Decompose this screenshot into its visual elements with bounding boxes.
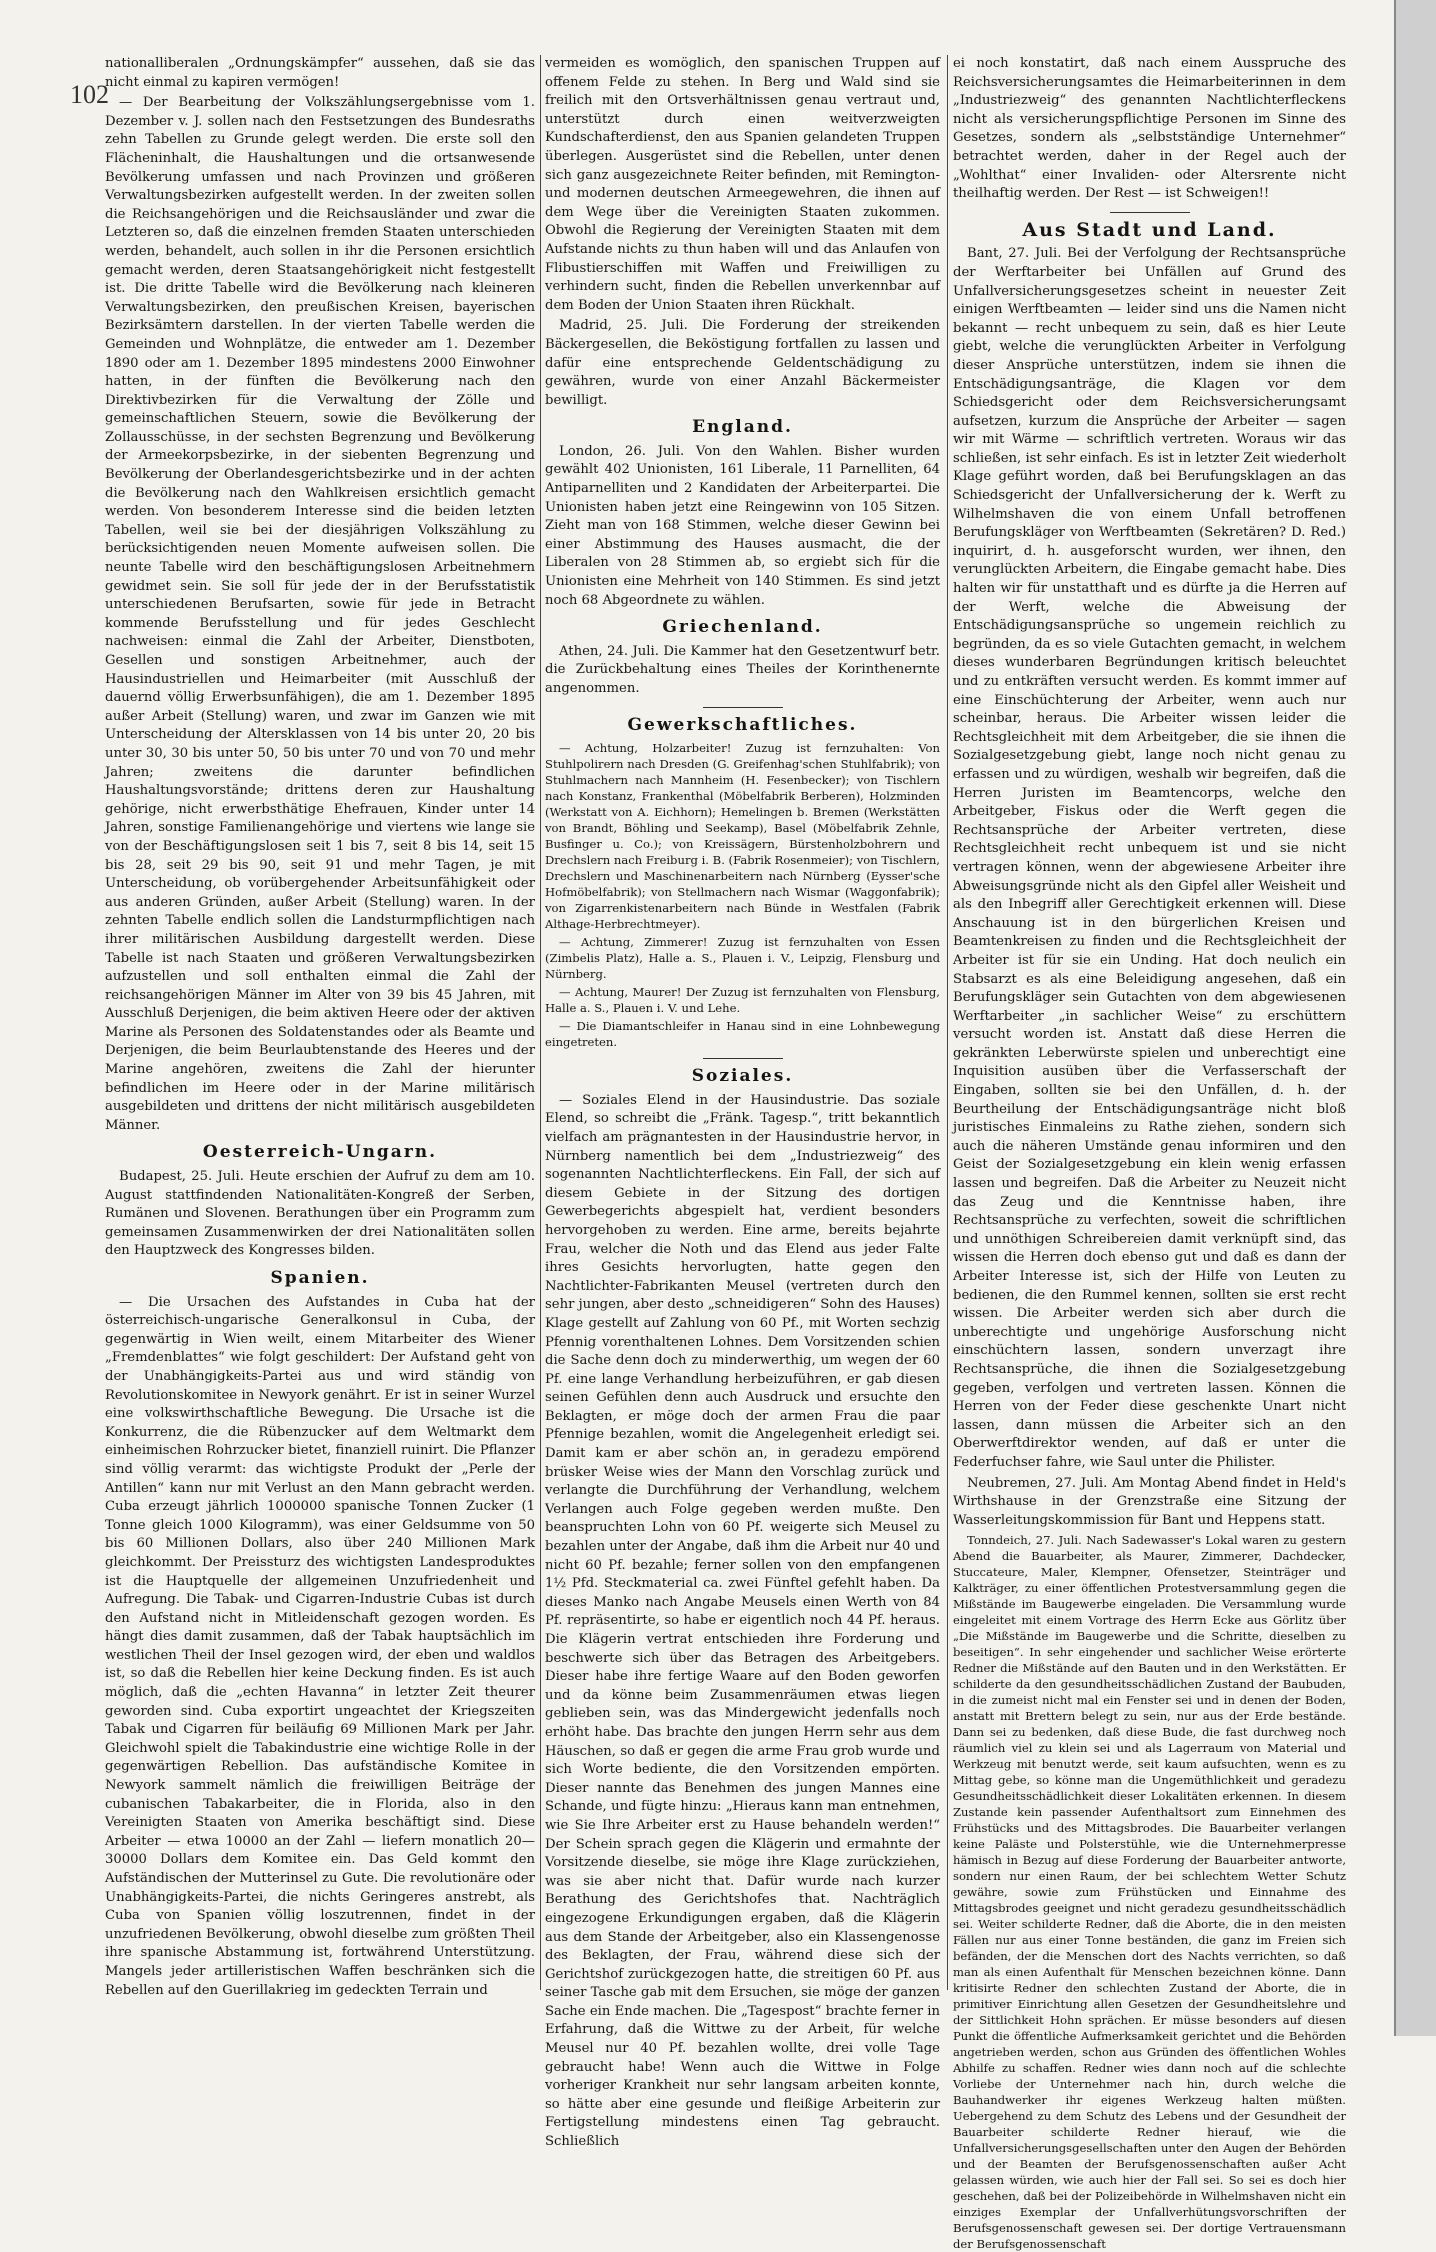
column-3 (953, 55, 1346, 2252)
article-text: Budapest, 25. Juli. Heute erschien der Aufruf zu dem am 10. August stattfindenden Nationalitäten-Kongreß der Serben, Rumänen und Slovenen. Berathungen über ein Programm zum gemeinsamen Zusammenwirken der drei Nationalitäten sollen den Hauptzweck des Kongresses bilden. (105, 1169, 535, 1259)
section-heading-local: Aus Stadt und Land. (1022, 218, 1277, 241)
article-text: nationalliberalen „Ordnungskämpfer“ aussehen, daß sie das nicht einmal zu kapiren vermögen! (105, 56, 535, 90)
column-rule (540, 55, 541, 1990)
divider (1110, 212, 1190, 213)
article-text: ei noch konstatirt, daß nach einem Ausspruche des Reichsversicherungsamtes die Heimarbeiterinnen in dem „Industriezweig“ des genannten Nachtlichterfleckens nicht als versicherungspflichtige Personen im Sinne des Gesetzes, sondern als „selbstständige Unternehmer“ betrachtet werden, daher in der Regel auch der „Wohlthat“ einer Invaliden- oder Altersrente nicht theilhaftig werden. Der Rest — ist Schweigen!! (953, 56, 1346, 202)
article-text: Tonndeich, 27. Juli. Nach Sadewasser's Lokal waren zu gestern Abend die Bauarbeiter, als Maurer, Zimmerer, Dachdecker, Stuccateure, Maler, Klempner, Ofensetzer, Steinträger und Kalkträger, zu einer öffentlichen Protestversammlung gegen die Mißstände im Baugewerbe eingeladen. Die Versammlung wurde eingeleitet mit einem Vortrage des Herrn Ecke aus Görlitz über „Die Mißstände im Baugewerbe und die Schritte, dieselben zu beseitigen“. In sehr eingehender und sachlicher Weise erörterte Redner die Mißstände auf den Bauten und in den Werkstätten. Er schilderte da den gesundheitsschädlichen Zustand der Baubuden, in die zumeist nicht mal ein Fenster sei und in denen der Boden, anstatt mit Brettern belegt zu sein, nur aus der Erde bestände. Dann sei zu bedenken, daß diese Bude, die fast durchweg noch räumlich viel zu klein sei und als Lagerraum von Material und Werkzeug mit benutzt werde, seit kaum aufsuchten, wenn es zu Mittag gebe, so könne man die Ungemüthlichkeit und geradezu Gesundheitsschädlichkeit dieser Lokalitäten erkennen. In diesem Zustande kein passender Aufenthaltsort zum Einnehmen des Frühstücks und des Mittagsbrodes. Die Bauarbeiter verlangen keine Paläste und Polsterstühle, wie die Unternehmerpresse hämisch in Bezug auf diese Forderung der Bauarbeiter antworte, sondern nur einen Raum, der bei schlechtem Wetter Schutz gewähre, sowie zum Frühstücken und Einnahme des Mittagsbrodes geeignet und nicht geradezu gesundheitsschädlich sei. Weiter schilderte Redner, daß die Aborte, die in den meisten Fällen nur aus einer Tonne beständen, die ganz im Freien sich befänden, der die Menschen dort des Nachts verrichten, so daß man als einen Aufenthalt für Menschen bezeichnen könne. Dann kritisirte Redner den schlechten Zustand der Aborte, die in primitiver Einrichtung allen Gesetzen der Gesundheitslehre und der Sittlichkeit Hohn sprächen. Er müsse besonders auf diesen Punkt die öffentliche Aufmerksamkeit gerichtet und die Behörden angetrieben werden, schon aus Gründen des öffentlichen Wohles Abhilfe zu schaffen. Redner wies dann noch auf die schlechte Vorliebe der Unternehmer nach hin, durch welche die Bauhandwerker ihr eigenes Werkzeug halten müßten. Uebergehend zu dem Schutz des Lebens und der Gesundheit der Bauarbeiter schilderte Redner hierauf, wie die Unfallversicherungsgesellschaften unter den Augen der Behörden und der Beamten der Berufsgenossenschaften außer Acht gelassen würden, wie auch hier der Fall sei. So sei es doch hier geschehen, daß bei der Polizeibehörde in Wilhelmshaven nicht ein einziges Exemplar der Unfallverhütungsvorschriften der Berufsgenossenschaft gewesen sei. Der dortige Vertrauensmann der Berufsgenossenschaft (953, 1533, 1346, 2252)
page-number: 102 (70, 80, 109, 109)
column-2 (545, 55, 940, 2150)
article-text: — Die Ursachen des Aufstandes in Cuba hat der österreichisch-ungarische Generalkonsul in Cuba, der gegenwärtig in Wien weilt, einem Mitarbeiter des Wiener „Fremdenblattes“ wie folgt geschildert: Der Aufstand geht von der Unabhängigkeits-Partei aus und wird ständig von Revolutionskomitee in Newyork genährt. Er ist in seiner Wurzel eine volkswirthschaftliche Bewegung. Die Ursache ist die Konkurrenz, die die Rübenzucker auf dem Weltmarkt dem einheimischen Rohrzucker bietet, finanziell ruinirt. Die Pflanzer sind völlig verarmt: das wichtigste Produkt der „Perle der Antillen“ kann nur mit Verlust an den Mann gebracht werden. Cuba erzeugt jährlich 1000000 spanische Tonnen Zucker (1 Tonne gleich 1000 Kilogramm), was einer Geldsumme von 50 bis 60 Millionen Dollars, also über 240 Millionen Mark gleichkommt. Der Preissturz des wichtigsten Landesproduktes ist die Hauptquelle der allgemeinen Unzufriedenheit und Aufregung. Die Tabak- und Cigarren-Industrie Cubas ist durch den Aufstand nicht in Mitleidenschaft gezogen worden. Es hängt dies damit zusammen, daß der Tabak hauptsächlich im westlichen Theil der Insel gezogen wird, der eben und waldlos ist, so daß die Rebellen hier keine Deckung finden. Es ist auch möglich, daß die „echten Havanna“ in letzter Zeit theurer geworden sind. Cuba exportirt ungeachtet der Kriegszeiten Tabak und Cigarren für beiläufig 69 Millionen Mark per Jahr. Gleichwohl spielt die Tabakindustrie eine wichtige Rolle in der gegenwärtigen Rebellion. Das aufständische Komitee in Newyork sammelt nämlich die freiwilligen Beiträge der cubanischen Tabakarbeiter, die in Florida, also in den Vereinigten Staaten von Amerika beschäftigt sind. Diese Arbeiter — etwa 10000 an der Zahl — liefern monatlich 20—30000 Dollars dem Komitee ein. Das Geld kommt den Aufständischen der Mutterinsel zu Gute. Die revolutionäre oder Unabhängigkeits-Partei, die nichts Geringeres anstrebt, als Cuba von Spanien völlig loszutrennen, findet in der unzufriedenen Bevölkerung, obwohl dieselbe zum größten Theil ihre spanische Abstammung ist, fortwährend Unterstützung. Mangels jeder artilleristischen Waffen beschränken sich die Rebellen auf den Guerillakrieg im gedeckten Terrain und (105, 1294, 535, 1998)
article-text: Athen, 24. Juli. Die Kammer hat den Gesetzentwurf betr. die Zurückbehaltung eines Theiles der Korinthenernte angenommen. (545, 643, 940, 696)
section-heading-austria: Oesterreich-Ungarn. (202, 1142, 438, 1163)
section-heading-unions: Gewerkschaftliches. (627, 714, 858, 735)
article-text: vermeiden es womöglich, den spanischen Truppen auf offenem Felde zu stehen. In Berg und Wald sind sie freilich mit den Ortsverhältnissen genau vertraut und, unterstützt durch einen weitverzweigten Kundschafterdienst, den aus Spanien gelandeten Truppen überlegen. Ausgerüstet sind die Rebellen, unter denen sich ganz ausgezeichnete Reiter befinden, mit Remington- und modernen deutschen Armeegewehren, die ihnen auf dem Wege über die Vereinigten Staaten zukommen. Obwohl die Regierung der Vereinigten Staaten mit dem Aufstande nichts zu thun haben will und das Anlaufen von Flibustierschiffen mit Waffen und Freiwilligen zu verhindern sucht, finden die Rebellen unverkennbar auf dem Boden der Union Staaten ihren Rückhalt. (545, 56, 940, 313)
article-text: Neubremen, 27. Juli. Am Montag Abend findet in Held's Wirthshause in der Grenzstraße eine Sitzung der Wasserleitungskommission für Bant und Heppens statt. (953, 1475, 1346, 1528)
column-1 (105, 55, 535, 1998)
section-heading-greece: Griechenland. (662, 617, 823, 638)
article-text: — Der Bearbeitung der Volkszählungsergebnisse vom 1. Dezember v. J. sollen nach den Festsetzungen des Bundesraths zehn Tabellen zu Grunde gelegt werden. Die erste soll den Flächeninhalt, die Haushaltungen und die ortsanwesende Bevölkerung umfassen und nach Provinzen und größeren Verwaltungsbezirken aufgestellt werden. In der zweiten sollen die Reichsangehörigen und die Reichsausländer und zwar die Letzteren so, daß die einzelnen fremden Staaten unterschieden werden, behandelt, auch sollen in ihr die Personen ersichtlich gemacht werden, deren Staatsangehörigkeit nicht festgestellt ist. Die dritte Tabelle wird die Bevölkerung nach kleineren Verwaltungsbezirken, den preußischen Kreisen, bayerischen Bezirksämtern darstellen. In der vierten Tabelle werden die Gemeinden und Wohnplätze, die entweder am 1. Dezember 1890 oder am 1. Dezember 1895 mindestens 2000 Einwohner hatten, in der fünften die Bevölkerung nach den Direktivbezirken für die Verwaltung der Zölle und gemeinschaftlichen Steuern, sowie die Bevölkerung der Zollausschüsse, in der sechsten Begrenzung und Bevölkerung der Armeekorpsbezirke, in der siebenten Begrenzung und Bevölkerung der Oberlandesgerichtsbezirke und in der achten die Bevölkerung nach den Wahlkreisen ersichtlich gemacht werden. Von besonderem Interesse sind die beiden letzten Tabellen, weil sie bei der diesjährigen Volkszählung zu berücksichtigenden neuen Momente aufweisen sollen. Die neunte Tabelle wird den beschäftigungslosen Arbeitnehmern gewidmet sein. Sie soll für jede der in der Berufsstatistik unterschiedenen Berufsarten, sowie für jede in Betracht kommende Berufsstellung und für jedes Geschlecht nachweisen: einmal die Zahl der Arbeiter, Dienstboten, Gesellen und sonstigen Arbeitnehmer, auch der Hausindustriellen und Heimarbeiter (mit Ausschluß der dauernd völlig Erwerbsunfähigen), die am 1. Dezember 1895 außer Arbeit (Stellung) waren, und zwar im Ganzen wie mit Unterscheidung der Altersklassen von 14 bis unter 20, 20 bis unter 30, 30 bis unter 50, 50 bis unter 70 und von 70 und mehr Jahren; zweitens die darunter befindlichen Haushaltungsvorstände; drittens deren zur Haushaltung gehörige, nicht erwerbsthätige Ehefrauen, Kinder unter 14 Jahren, sonstige Familienangehörige und viertens wie lange sie von der Beschäftigungslosen seit 1 bis 7, seit 8 bis 14, seit 15 bis 28, seit 29 bis 90, seit 91 und mehr Tagen, je mit Unterscheidung, ob vorübergehender Arbeitsunfähigkeit oder aus anderen Gründen, außer Arbeit (Stellung) waren. In der zehnten Tabelle endlich sollen die Landsturmpflichtigen nach ihrer militärischen Ausbildung dargestellt werden. Diese Tabelle ist nach Staaten und größeren Verwaltungsbezirken aufzustellen und soll enthalten einmal die Zahl der reichsangehörigen Männer im Alter von 39 bis 45 Jahren, mit Ausschluß Derjenigen, die beim aktiven Heere oder der aktiven Marine als Personen des Soldatenstandes oder als Beamte und Derjenigen, die beim Beurlaubtenstande des Heeres und der Marine angehören, zweitens die Zahl der hierunter befindlichen im Heere oder in der Marine militärisch ausgebildeten und drittens der nicht militärisch ausgebildeten Männer. (105, 95, 535, 1133)
article-text: Bant, 27. Juli. Bei der Verfolgung der Rechtsansprüche der Werftarbeiter bei Unfällen auf Grund des Unfallversicherungsgesetzes scheint in neuester Zeit einigen Werftbeamten — leider sind uns die Namen nicht bekannt — recht unbequem zu sein, daß es hier Leute giebt, welche die verunglückten Arbeiter in Verfolgung dieser Ansprüche unterstützen, indem sie ihnen die Entschädigungsanträge, die Klagen vor dem Schiedsgericht oder dem Reichsversicherungsamt aufsetzen, kurzum die Ansprüche der Arbeiter — sagen wir mit Wärme — schriftlich vertreten. Woraus wir das schließen, ist sehr einfach. Es ist in letzter Zeit wiederholt Klage geführt worden, daß bei Berufungsklagen an das Schiedsgericht der Unfallversicherung der k. Werft zu Wilhelmshaven die von einem Unfall betroffenen Berufungskläger von Werftbeamten (Sekretären? D. Red.) inquirirt, d. h. ausgeforscht wurden, wer ihnen, den verunglückten Arbeitern, die Eingabe gemacht habe. Dies halten wir für unstatthaft und es dürfte ja die Herren auf der Werft, welche die Abweisung der Entschädigungsansprüche so ungemein reichlich zu begründen, da es so viele Gutachten gemacht, in welchem dieses wunderbaren Begründungen kritisch beleuchtet und zu entkräften versucht werden. Es kommt immer auf eine Einschüchterung der Arbeiter, wenn auch nur scheinbar, heraus. Die Arbeiter wissen leider die Rechtsgleichheit mit dem Arbeitgeber, die sie ihnen die Sozialgesetzgebung giebt, lange noch nicht genau zu erfassen und zu würdigen, weshalb wir begreifen, daß die Herren Juristen im Beamtencorps, welche den Arbeitgeber, Fiskus oder die Werft gegen die Rechtsansprüche der Arbeiter vertreten, diese Rechtsgleichheit recht unbequem ist und sie nicht vertragen können, wenn der abgewiesene Arbeiter ihre Abweisungsgründe nicht als den Gipfel aller Weisheit und als den Inbegriff aller Gerechtigkeit erkennen will. Diese Anschauung ist in den bürgerlichen Kreisen und Beamtenkreisen zu finden und die Rechtsgleichheit der Arbeiter ist für sie ein Unding. Hat doch neulich ein Stabsarzt es als eine Beleidigung angesehen, daß ein Berufungskläger sein Gutachten von dem abgewiesenen Werftarbeiter „in sachlicher Weise“ zu erschüttern versucht worden ist. Anstatt daß diese Herren die gekränkten Leberwürste spielen und unberechtigt eine Inquisition ausüben über die Verfasserschaft der Eingaben, sollten sie bei den Unfällen, d. h. der Beurtheilung der Entschädigungsanträge nicht bloß juristisches Einmaleins zu Rathe ziehen, sondern sich auch die näheren Umstände genau informiren und den Geist der Sozialgesetzgebung ein klein wenig erfassen lassen und begreifen. Daß die Arbeiter zu Neuzeit nicht das Zeug und die Kenntnisse haben, ihre Rechtsansprüche zu verfechten, soweit die schriftlichen und unnöthigen Schreibereien damit verknüpft sind, das wissen die Herren doch ebenso gut und daß es dann der Arbeiter Interesse ist, sich der Hilfe von Leuten zu bedienen, die den Rummel kennen, sollten sie erst recht wissen. Die Arbeiter werden sich aber durch die unberechtigte und ungehörige Ausforschung nicht einschüchtern lassen, sondern unverzagt ihre Rechtsansprüche, die ihnen die Sozialgesetzgebung gegeben, verfolgen und vertreten lassen. Können die Herren von der Feder diese geschenkte Unart nicht lassen, dann müssen die Arbeiter sich an den Oberwerftdirektor wenden, auf daß er unter die Federfuchser fahre, wie Saul unter die Philister. (953, 246, 1346, 1470)
divider (703, 707, 783, 708)
notice-text: — Achtung, Holzarbeiter! Zuzug ist fernzuhalten: Von Stuhlpolirern nach Dresden (G. Greifenhag'schen Stuhlfabrik); von Stuhlmachern nach Mannheim (H. Fesenbecker); von Tischlern nach Konstanz, Frankenthal (Möbelfabrik Berberen), Holzminden (Werkstatt von A. Eichhorn); Hemelingen b. Bremen (Werkstätten von Brandt, Böhling und Seekamp), Basel (Möbelfabrik Zehnle, Busfinger u. Co.); von Kreissägern, Bürstenholzbohrern und Drechslern nach Freiburg i. B. (Fabrik Rosenmeier); von Tischlern, Drechslern und Maschinenarbeitern nach Nürnberg (Eysser'sche Hofmöbelfabrik); von Stellmachern nach Wismar (Waggonfabrik); von Zigarrenkistenarbeitern nach Bünde in Westfalen (Fabrik Althage-Herbrechtmeyer). (545, 741, 940, 932)
column-rule (947, 55, 948, 1990)
article-text: London, 26. Juli. Von den Wahlen. Bisher wurden gewählt 402 Unionisten, 161 Liberale, 11 Parnelliten, 64 Antiparnelliten und 2 Kandidaten der Arbeiterpartei. Die Unionisten haben jetzt eine Reingewinn von 105 Sitzen. Zieht man von 168 Stimmen, welche dieser Gewinn bei einer Abstimmung des Hauses ausmacht, die der Liberalen von 28 Stimmen ab, so ergiebt sich für die Unionisten eine Mehrheit von 140 Stimmen. Es sind jetzt noch 68 Abgeordnete zu wählen. (545, 443, 940, 608)
article-text: Madrid, 25. Juli. Die Forderung der streikenden Bäckergesellen, die Beköstigung fortfallen zu lassen und dafür eine entsprechende Geldentschädigung zu gewähren, wurde von einer Anzahl Bäckermeister bewilligt. (545, 318, 940, 408)
section-heading-social: Soziales. (691, 1066, 794, 1087)
scan-edge (1394, 0, 1436, 2036)
notice-text: — Die Diamantschleifer in Hanau sind in eine Lohnbewegung eingetreten. (545, 1019, 940, 1050)
section-heading-england: England. (692, 417, 793, 438)
article-text: — Soziales Elend in der Hausindustrie. Das soziale Elend, so schreibt die „Fränk. Tagesp.“, tritt bekanntlich vielfach am prägnantesten in der Hausindustrie hervor, in Nürnberg namentlich bei dem „Industriezweig“ des sogenannten Nachtlichterfleckens. Ein Fall, der sich auf diesem Gebiete in der Sitzung des dortigen Gewerbegerichts abgespielt hat, verdient besonders hervorgehoben zu werden. Eine arme, bereits bejahrte Frau, welcher die Noth und das Elend aus jeder Falte ihres Gesichts hervorlugten, hatte gegen den Nachtlichter-Fabrikanten Meusel (vertreten durch den sehr jungen, aber desto „schneidigeren“ Sohn des Hauses) Klage gestellt auf Zahlung von 60 Pf., mit Worten sechzig Pfennig vorenthaltenen Lohnes. Dem Vorsitzenden schien die Sache denn doch zu minderwerthig, um wegen der 60 Pf. eine lange Verhandlung herbeizuführen, er gab diesen seinen Gefühlen denn auch Ausdruck und ersuchte den Beklagten, er möge doch der armen Frau die paar Pfennige bezahlen, womit die Angelegenheit erledigt sei. Damit kam er aber schön an, in geradezu empörend brüsker Weise wies der Mann den Vorschlag zurück und verlangte die Durchführung der Verhandlung, welchem Verlangen auch Folge gegeben werden mußte. Den beanspruchten Lohn von 60 Pf. weigerte sich Meusel zu bezahlen unter der Angabe, daß ihm die Arbeit nur 40 und nicht 60 Pf. bezahle; ferner sollen von den empfangenen 1½ Pfd. Steckmaterial ca. zwei Fünftel gefehlt haben. Da dieses Manko nach Angabe Meusels einen Werth von 84 Pf. repräsentirte, so habe er eigentlich noch 44 Pf. heraus. Die Klägerin vertrat entschieden ihre Forderung und beschwerte sich über das Betragen des Arbeitgebers. Dieser habe ihre fertige Waare auf den Boden geworfen und da könne beim Zusammenräumen etwas liegen geblieben sein, was das Mindergewicht jedenfalls noch erhöht habe. Das brachte den jungen Herrn sehr aus dem Häuschen, so daß er gegen die arme Frau grob wurde und sich Worte bediente, die den Vorsitzenden empörten. Dieser nannte das Benehmen des jungen Mannes eine Schande, und fügte hinzu: „Hieraus kann man entnehmen, wie Sie Ihre Arbeiter erst zu Hause behandeln werden!“ Der Schein sprach gegen die Klägerin und ermahnte der Vorsitzende dieselbe, sie möge ihre Klage zurückziehen, was sie aber nicht that. Dafür wurde nach kurzer Berathung des Gerichtshofes that. Nachträglich eingezogene Erkundigungen ergaben, daß die Klägerin aus dem Stande der Arbeitgeber, also ein Klassengenosse des Beklagten, der Frau, während diese sich der Gerichtshof zurückgezogen hatte, die streitigen 60 Pf. aus seiner Tasche gab mit dem Ersuchen, sie möge der ganzen Sache ein Ende machen. Die „Tagespost“ brachte ferner in Erfahrung, daß die Wittwe zu der Arbeit, für welche Meusel nur 40 Pf. bezahlen wollte, drei volle Tage gebraucht habe! Wenn auch die Wittwe in Folge vorheriger Krankheit nur sehr langsam arbeiten konnte, so hätte aber eine gesunde und fleißige Arbeiterin zur Fertigstellung mindestens einen Tag gebraucht. Schließlich (545, 1092, 940, 2150)
notice-text: — Achtung, Maurer! Der Zuzug ist fernzuhalten von Flensburg, Halle a. S., Plauen i. V. und Lehe. (545, 985, 940, 1016)
section-heading-spain: Spanien. (270, 1268, 370, 1288)
notice-text: — Achtung, Zimmerer! Zuzug ist fernzuhalten von Essen (Zimbelis Platz), Halle a. S., Plauen i. V., Leipzig, Flensburg und Nürnberg. (545, 935, 940, 982)
divider (703, 1058, 783, 1059)
